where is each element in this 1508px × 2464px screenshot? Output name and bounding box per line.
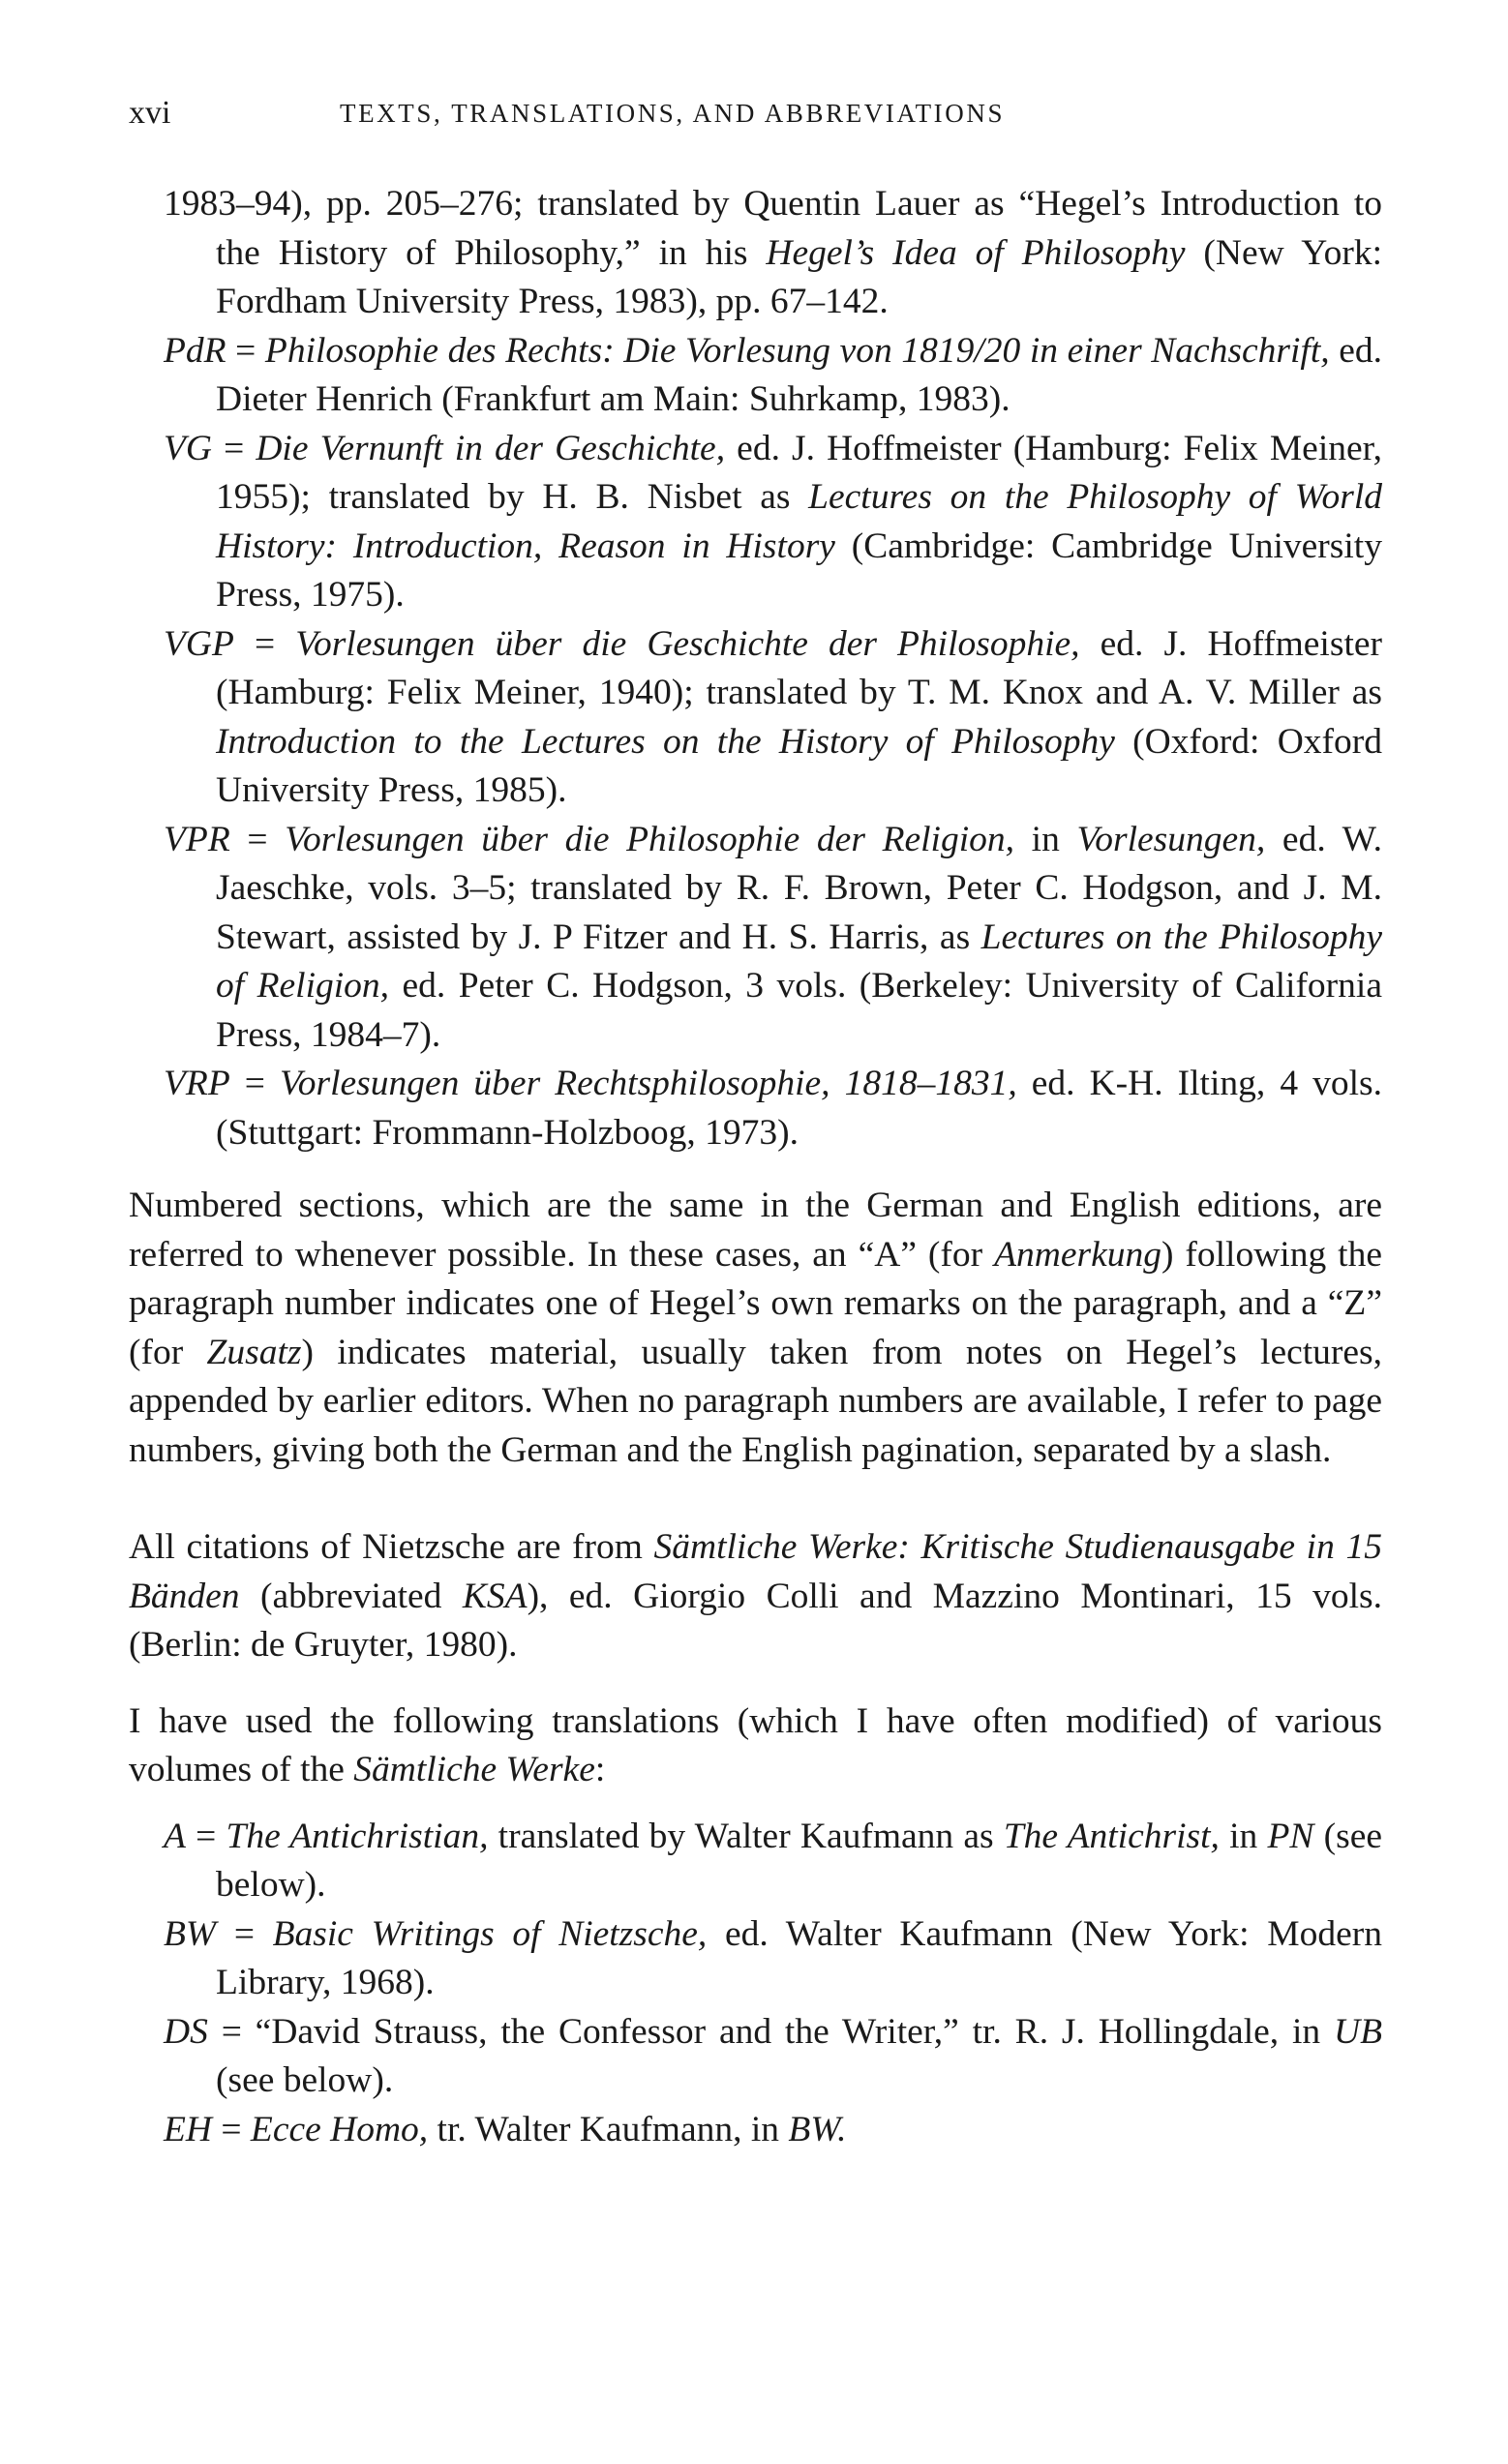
italic-text: Lectures on the Philosophy of Religion, [216, 916, 1382, 1006]
nietzsche-entry-a [129, 1813, 1382, 1910]
page-number: xvi [129, 95, 171, 131]
italic-text: Philosophie des Rechts: Die Vorlesung von 1819/20 in einer Nachschrift, [264, 330, 1330, 371]
text-run: ed. Peter C. Hodgson, 3 vols. (Berkeley: University of California Press, 1984–7). [216, 966, 1382, 1055]
text-run: = [216, 1913, 273, 1954]
text-run: = “David Strauss, the Confessor and the Writer,” tr. R. J. Hollingdale, in [207, 2011, 1334, 2052]
italic-text: DS [164, 2011, 208, 2052]
italic-text: Lectures on the Philosophy of World History: Introduction, Reason in History [216, 477, 1382, 566]
italic-text: Anmerkung [994, 1234, 1161, 1275]
italic-text: Basic Writings of Nietzsche, [272, 1913, 708, 1954]
numbered-sections-paragraph [129, 1182, 1382, 1475]
italic-text: Sämtliche Werke [353, 1750, 595, 1789]
italic-text: The Antichrist, [1003, 1816, 1220, 1856]
text-run: (abbreviated [239, 1576, 463, 1616]
text-run: translated by Walter Kaufmann as [488, 1816, 1004, 1856]
italic-text: Ecce Homo, [250, 2109, 429, 2149]
text-run: (New York: Fordham University Press, 1983), pp. 67–142. [216, 232, 1382, 321]
translations-intro-paragraph [129, 1698, 1382, 1795]
italic-text: Hegel’s Idea of Philosophy [766, 232, 1186, 273]
text-run: 1983–94), pp. 205–276; translated by Quentin Lauer as “Hegel’s Introduction to the History of Philosophy,” in his [164, 184, 1382, 273]
text-run: (see below). [216, 1816, 1382, 1905]
italic-text: PdR [164, 330, 226, 371]
text-run: = [233, 623, 296, 664]
italic-text: Introduction to the Lectures on the History of Philosophy [216, 721, 1115, 762]
italic-text: Vorlesungen über die Geschichte der Philosophie, [295, 623, 1080, 664]
nietzsche-citation-paragraph [129, 1523, 1382, 1670]
italic-text: KSA [462, 1576, 528, 1616]
italic-text: UB [1334, 2011, 1382, 2052]
italic-text: Zusatz [206, 1332, 302, 1372]
hegel-entry-pdr [129, 327, 1382, 425]
text-run: ed. J. Hoffmeister (Hamburg: Felix Meiner, 1955); translated by H. B. Nisbet as [216, 428, 1383, 517]
hegel-entry-vrp [129, 1060, 1382, 1157]
text-run: ed. K-H. Ilting, 4 vols. (Stuttgart: Frommann-Holzboog, 1973). [216, 1064, 1382, 1153]
italic-text: BW. [788, 2109, 847, 2149]
hegel-entry-vpr [129, 816, 1382, 1061]
text-run: (Cambridge: Cambridge University Press, 1975). [216, 526, 1382, 615]
text-run: = [226, 330, 265, 371]
italic-text: Sämtliche Werke: Kritische Studienausgabe in 15 Bänden [129, 1527, 1382, 1616]
text-run: in [1219, 1816, 1268, 1856]
italic-text: BW [164, 1913, 217, 1954]
text-run: = [229, 1064, 280, 1103]
italic-text: Vorlesungen über die Philosophie der Religion, [285, 819, 1014, 859]
hegel-entry-cont [129, 180, 1382, 327]
italic-text: VRP [164, 1064, 230, 1103]
text-run: (see below). [216, 2060, 394, 2100]
text-run: = [229, 819, 286, 859]
text-run: ), ed. Giorgio Colli and Mazzino Montinari, 15 vols. (Berlin: de Gruyter, 1980). [129, 1576, 1383, 1665]
text-run: in [1014, 819, 1077, 859]
text-run: ) following the paragraph number indicates one of Hegel’s own remarks on the paragraph, and a “Z” (for [129, 1234, 1382, 1372]
italic-text: PN [1267, 1816, 1314, 1856]
hegel-entry-vgp [129, 620, 1382, 816]
italic-text: A [164, 1816, 186, 1856]
italic-text: VG [164, 428, 212, 468]
italic-text: VPR [164, 819, 230, 859]
text-run: = [212, 2109, 251, 2149]
italic-text: The Antichristian, [226, 1816, 489, 1856]
text-run: ed. J. Hoffmeister (Hamburg: Felix Meiner, 1940); translated by T. M. Knox and A. V. Miller as [216, 623, 1382, 712]
text-run: : [594, 1750, 606, 1789]
page-body [129, 180, 1382, 2154]
nietzsche-abbreviation-list [129, 1813, 1382, 2155]
text-run: = [212, 428, 256, 468]
text-run: = [185, 1816, 226, 1856]
nietzsche-entry-eh [129, 2106, 1382, 2155]
text-run: ) indicates material, usually taken from notes on Hegel’s lectures, appended by earlier editors. When no paragraph numbers are available, I refer to page numbers, giving both the German and the English pagination, separated by a slash. [129, 1332, 1382, 1470]
italic-text: Vorlesungen, [1076, 819, 1266, 859]
running-head: TEXTS, TRANSLATIONS, AND ABBREVIATIONS [340, 99, 1006, 128]
text-run: ed. Dieter Henrich (Frankfurt am Main: Suhrkamp, 1983). [216, 330, 1382, 419]
text-run: Numbered sections, which are the same in the German and English editions, are referred to whenever possible. In these cases, an “A” (for [129, 1186, 1382, 1275]
italic-text: VGP [164, 623, 234, 664]
italic-text: Vorlesungen über Rechtsphilosophie, 1818–1831, [279, 1064, 1017, 1103]
nietzsche-entry-bw [129, 1910, 1382, 2008]
page-header [129, 95, 1379, 137]
text-run: ed. Walter Kaufmann (New York: Modern Library, 1968). [216, 1913, 1382, 2002]
text-run: All citations of Nietzsche are from [129, 1527, 654, 1567]
italic-text: Die Vernunft in der Geschichte, [256, 428, 726, 468]
italic-text: EH [164, 2109, 212, 2149]
text-run: tr. Walter Kaufmann, in [428, 2109, 789, 2149]
text-run: I have used the following translations (which I have often modified) of various volumes of the [129, 1700, 1382, 1789]
nietzsche-entry-ds [129, 2008, 1382, 2106]
text-run: (Oxford: Oxford University Press, 1985). [216, 721, 1382, 810]
text-run: ed. W. Jaeschke, vols. 3–5; translated by R. F. Brown, Peter C. Hodgson, and J. M. Stewart, assisted by J. P Fitzer and H. S. Harris, as [216, 819, 1382, 957]
hegel-entry-vg [129, 425, 1382, 620]
